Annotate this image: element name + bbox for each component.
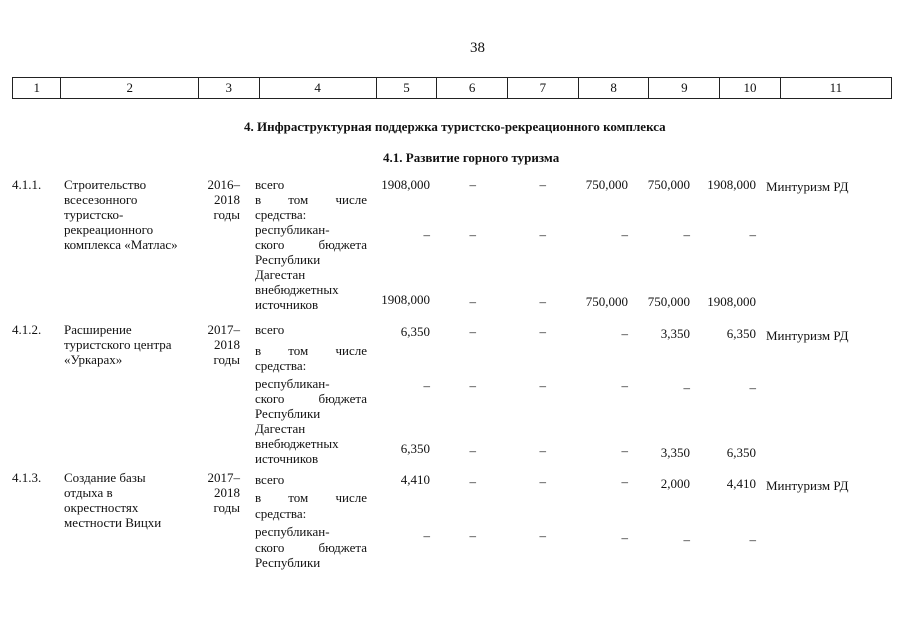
funding-label: внебюджетных [255, 436, 339, 451]
value-cell: 4,410 [400, 472, 430, 487]
value-cell: – [539, 227, 546, 242]
row-number: 4.1.1. [12, 177, 42, 192]
funding-label: Республики [255, 555, 321, 570]
row-name-line: рекреационного [64, 222, 154, 237]
value-cell: – [749, 227, 756, 242]
row-name-line: всесезонного [64, 192, 138, 207]
value-cell: – [621, 326, 628, 341]
value-cell: – [683, 227, 690, 242]
value-cell: – [539, 474, 546, 489]
value-cell: – [423, 378, 430, 393]
value-cell: 4,410 [726, 476, 756, 491]
row-name-line: «Уркарах» [64, 352, 123, 367]
value-cell: 750,000 [585, 177, 628, 192]
value-cell: 3,350 [660, 326, 690, 341]
column-header: 10 [720, 78, 781, 99]
value-cell: – [539, 528, 546, 543]
funding-label-word: ского [255, 391, 285, 406]
value-cell: – [469, 324, 476, 339]
value-cell: – [469, 528, 476, 543]
executor: Минтуризм РД [766, 328, 849, 343]
value-cell: 2,000 [660, 476, 690, 491]
value-cell: – [469, 378, 476, 393]
row-number: 4.1.3. [12, 470, 42, 485]
funding-label: Дагестан [255, 267, 306, 282]
value-cell: 6,350 [726, 445, 756, 460]
funding-label-justified [255, 237, 367, 252]
funding-label-word: ского [255, 540, 285, 555]
value-cell: 6,350 [726, 326, 756, 341]
value-cell: – [749, 380, 756, 395]
funding-label-word: в [255, 343, 262, 358]
funding-label: средства: [255, 506, 307, 521]
value-cell: – [469, 443, 476, 458]
value-cell: – [749, 532, 756, 547]
funding-label-word: бюджета [318, 237, 367, 252]
column-header: 8 [578, 78, 649, 99]
funding-label: Республики [255, 406, 321, 421]
page-number: 38 [470, 40, 485, 56]
value-cell: – [539, 294, 546, 309]
row-number: 4.1.2. [12, 322, 42, 337]
value-cell: – [621, 227, 628, 242]
section-title: 4. Инфраструктурная поддержка туристско-рекреационного комплекса [244, 119, 666, 134]
period-line: 2016– [207, 177, 240, 192]
funding-label: Республики [255, 252, 321, 267]
funding-label-word: том [288, 490, 309, 505]
value-cell: 750,000 [647, 177, 690, 192]
row-name-line: комплекса «Матлас» [64, 237, 178, 252]
funding-label: Дагестан [255, 421, 306, 436]
funding-label: источников [255, 297, 319, 312]
value-cell: – [621, 378, 628, 393]
value-cell: 1908,000 [707, 177, 756, 192]
period-line: 2018 [214, 192, 240, 207]
value-cell: – [469, 294, 476, 309]
funding-label-word: в [255, 490, 262, 505]
column-header: 11 [780, 78, 891, 99]
funding-label-justified [255, 391, 367, 406]
funding-label: внебюджетных [255, 282, 339, 297]
value-cell: – [469, 474, 476, 489]
funding-label-word: ского [255, 237, 285, 252]
value-cell: 6,350 [400, 441, 430, 456]
column-header: 6 [437, 78, 508, 99]
executor: Минтуризм РД [766, 179, 849, 194]
funding-label-word: том [288, 343, 309, 358]
executor: Минтуризм РД [766, 478, 849, 493]
funding-label-word: числе [335, 343, 367, 358]
value-cell: 6,350 [400, 324, 430, 339]
value-cell: 1908,000 [381, 292, 430, 307]
period-line: 2018 [214, 337, 240, 352]
funding-label-word: числе [335, 490, 367, 505]
value-cell: – [621, 443, 628, 458]
value-cell: – [621, 530, 628, 545]
value-cell: – [539, 324, 546, 339]
period-line: годы [213, 500, 240, 515]
value-cell: – [683, 380, 690, 395]
funding-label: всего [255, 322, 285, 337]
period-line: годы [213, 352, 240, 367]
value-cell: – [683, 532, 690, 547]
funding-label-word: том [288, 192, 309, 207]
funding-label: республикан- [255, 376, 330, 391]
row-name-line: местности Вицхи [64, 515, 162, 530]
funding-label-justified [255, 540, 367, 555]
funding-label-justified [255, 192, 367, 207]
period-line: 2018 [214, 485, 240, 500]
row-name-line: Расширение [64, 322, 132, 337]
column-header: 4 [259, 78, 376, 99]
value-cell: 1908,000 [707, 294, 756, 309]
row-name-line: Создание базы [64, 470, 146, 485]
funding-label-word: числе [335, 192, 367, 207]
value-cell: 1908,000 [381, 177, 430, 192]
funding-label: средства: [255, 207, 307, 222]
column-header: 5 [376, 78, 437, 99]
value-cell: – [423, 528, 430, 543]
funding-label: республикан- [255, 222, 330, 237]
funding-label: источников [255, 451, 319, 466]
value-cell: – [469, 177, 476, 192]
value-cell: – [539, 443, 546, 458]
period-line: 2017– [207, 470, 240, 485]
value-cell: – [469, 227, 476, 242]
funding-label-word: бюджета [318, 391, 367, 406]
column-header: 7 [508, 78, 579, 99]
period-line: 2017– [207, 322, 240, 337]
column-header: 9 [649, 78, 720, 99]
row-name-line: туристско- [64, 207, 124, 222]
funding-label-justified [255, 343, 367, 358]
funding-label: республикан- [255, 524, 330, 539]
value-cell: 750,000 [585, 294, 628, 309]
row-name-line: окрестностях [64, 500, 139, 515]
column-header: 3 [198, 78, 259, 99]
funding-label-justified [255, 490, 367, 505]
subsection-title: 4.1. Развитие горного туризма [383, 150, 560, 165]
row-name-line: отдыха в [64, 485, 113, 500]
funding-label: средства: [255, 358, 307, 373]
value-cell: – [423, 227, 430, 242]
value-cell: – [539, 378, 546, 393]
value-cell: 3,350 [660, 445, 690, 460]
period-line: годы [213, 207, 240, 222]
column-header: 1 [13, 78, 61, 99]
funding-label-word: в [255, 192, 262, 207]
funding-label: всего [255, 472, 285, 487]
value-cell: – [539, 177, 546, 192]
row-name-line: туристского центра [64, 337, 172, 352]
funding-label-word: бюджета [318, 540, 367, 555]
column-header-row [12, 77, 892, 99]
value-cell: 750,000 [647, 294, 690, 309]
funding-label: всего [255, 177, 285, 192]
row-name-line: Строительство [64, 177, 147, 192]
value-cell: – [621, 474, 628, 489]
column-header: 2 [61, 78, 198, 99]
